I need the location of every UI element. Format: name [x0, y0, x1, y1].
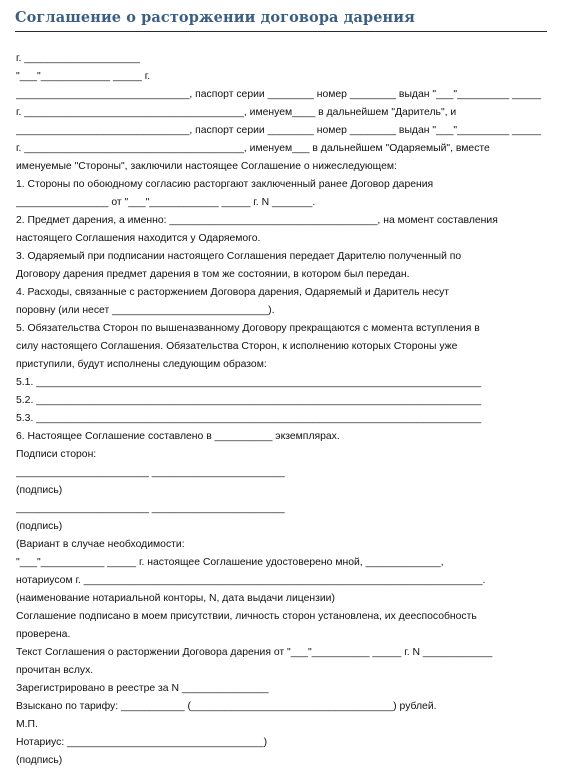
document-line: (подпись) — [16, 485, 63, 496]
document-line: ________________ от "___"____________ _____ г. N _______. — [16, 197, 316, 208]
document-line: 2. Предмет дарения, а именно: ____________________________________, на момент составления — [16, 215, 498, 226]
document-line: Взыскано по тарифу: ___________ (___________________________________) рублей. — [16, 701, 437, 712]
document-line: г. ____________________ — [16, 53, 140, 64]
document-line: Подписи сторон: — [16, 449, 97, 460]
document-line: 5.2. _____________________________________________________________________________ — [16, 395, 482, 406]
document-line: г. ______________________________________, именуем____ в дальнейшем "Даритель", и — [16, 107, 457, 118]
document-line: "___"____________ _____ г. — [16, 71, 151, 82]
document-line: (подпись) — [16, 755, 63, 766]
document-line: 5.3. _____________________________________________________________________________ — [16, 413, 482, 424]
document-line: ______________________________, паспорт серии ________ номер ________ выдан "___"_________ _____ — [16, 89, 541, 100]
document-body — [16, 50, 546, 770]
document-line: проверена. — [16, 629, 71, 640]
document-line: настоящего Соглашения находится у Одаряемого. — [16, 233, 261, 244]
document-line: (наименование нотариальной конторы, N, дата выдачи лицензии) — [16, 593, 335, 604]
document-line: нотариусом г. _____________________________________________________________________. — [16, 575, 486, 586]
document-line: Текст Соглашения о расторжении Договора дарения от "___"__________ _____ г. N ____________ — [16, 647, 493, 658]
document-line: 5.1. _____________________________________________________________________________ — [16, 377, 482, 388]
document-line: 1. Стороны по обоюдному согласию расторгают заключенный ранее Договор дарения — [16, 179, 434, 190]
document-line: (Вариант в случае необходимости: — [16, 539, 185, 550]
document-line: именуемые "Стороны", заключили настоящее Соглашение о нижеследующем: — [16, 161, 397, 172]
document-line: прочитан вслух. — [16, 665, 94, 676]
document-line: (подпись) — [16, 521, 63, 532]
document-line: Договору дарения предмет дарения в том же состоянии, в котором был передан. — [16, 269, 410, 280]
document-line: Нотариус: __________________________________) — [16, 737, 268, 748]
title-divider — [15, 31, 547, 32]
document-line: приступили, будут исполнены следующим образом: — [16, 359, 267, 370]
document-line: _______________________ _______________________ — [16, 467, 285, 478]
document-line: 5. Обязательства Сторон по вышеназванному Договору прекращаются с момента вступления в — [16, 323, 480, 334]
document-line: силу настоящего Соглашения. Обязательства Сторон, к исполнению которых Стороны уже — [16, 341, 458, 352]
document-line: "___"___________ _____ г. настоящее Соглашение удостоверено мной, _____________, — [16, 557, 444, 568]
document-line: М.П. — [16, 719, 38, 730]
document-line: ______________________________, паспорт серии ________ номер ________ выдан "___"_________ _____ — [16, 125, 541, 136]
document-line: _______________________ _______________________ — [16, 503, 285, 514]
document-title: Соглашение о расторжении договора дарения — [15, 9, 415, 26]
document-line: 4. Расходы, связанные с расторжением Договора дарения, Одаряемый и Даритель несут — [16, 287, 450, 298]
document-line: Зарегистрировано в реестре за N _______________ — [16, 683, 269, 694]
document-line: поровну (или несет ___________________________). — [16, 305, 275, 316]
document-line: 6. Настоящее Соглашение составлено в __________ экземплярах. — [16, 431, 340, 442]
document-line: 3. Одаряемый при подписании настоящего Соглашения передает Дарителю полученный по — [16, 251, 462, 262]
document-line: Соглашение подписано в моем присутствии, личность сторон установлена, их дееспособность — [16, 611, 477, 622]
document-line: г. ______________________________________, именуем___ в дальнейшем "Одаряемый", вместе — [16, 143, 490, 154]
